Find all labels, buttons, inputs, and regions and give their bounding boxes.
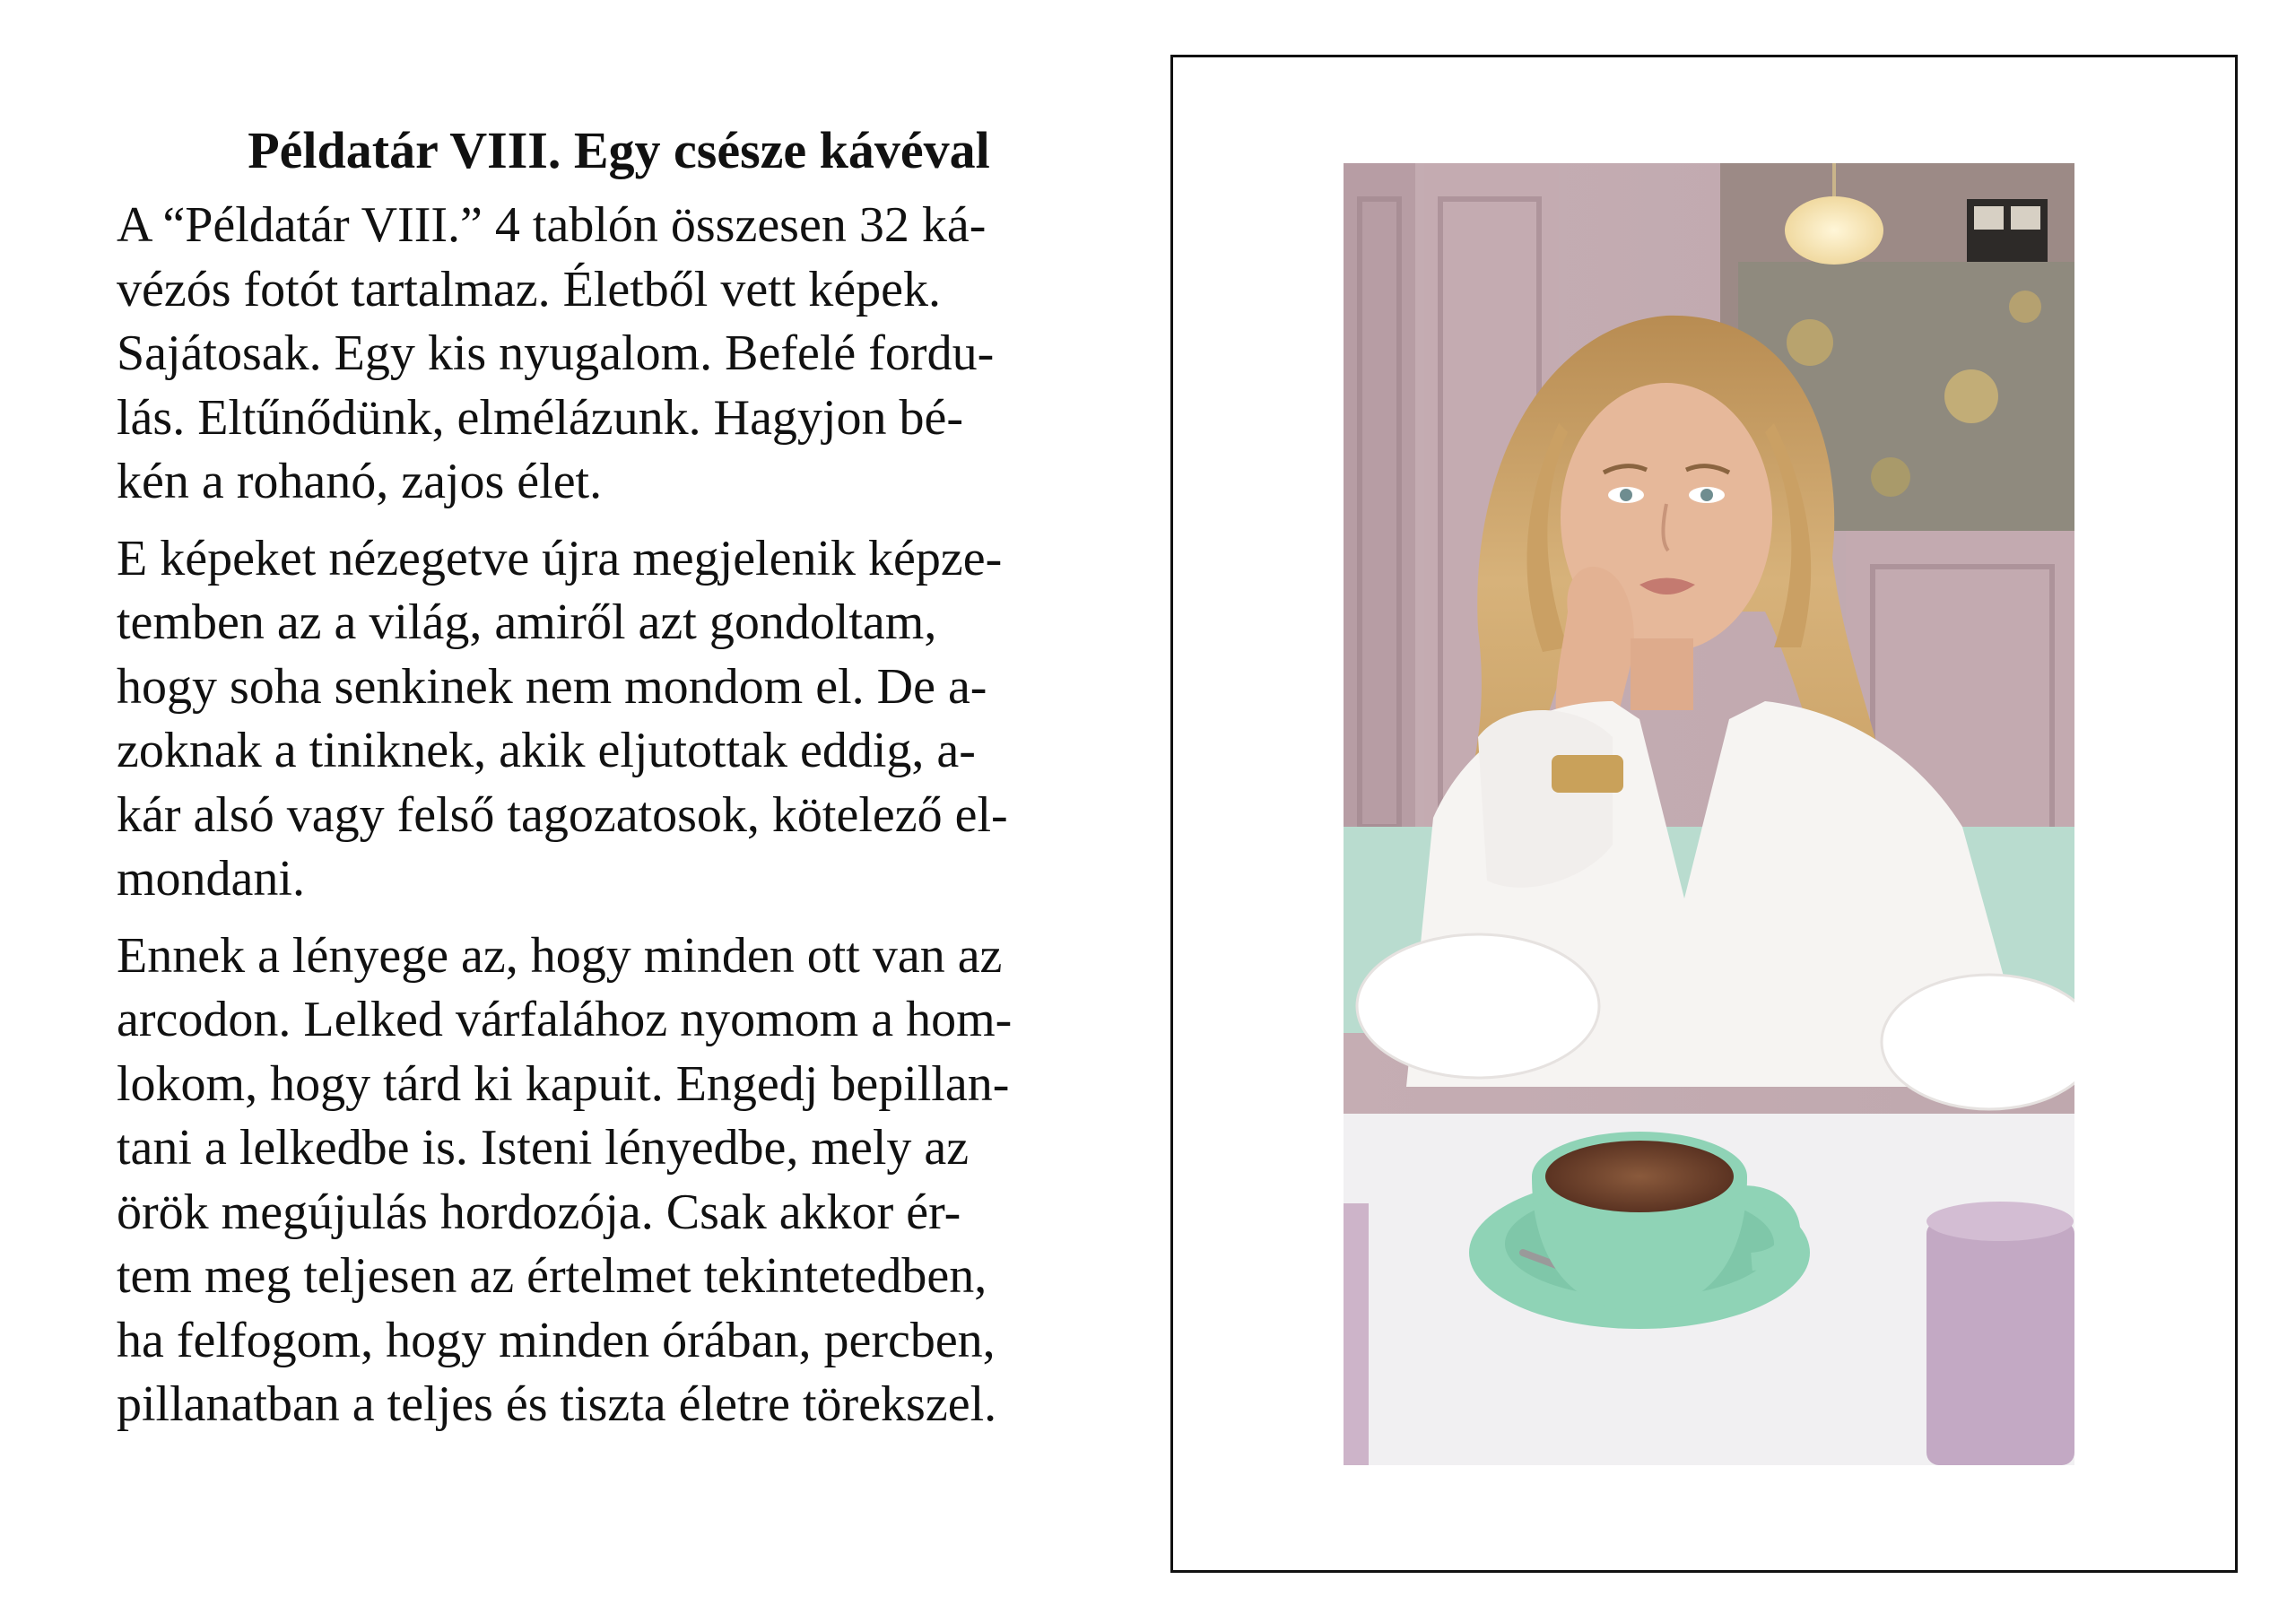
glass-left <box>1344 1203 1369 1465</box>
page-title: Példatár VIII. Egy csésze kávéval <box>248 121 990 179</box>
wallpaper-flower <box>1871 457 1910 497</box>
paragraph-line: lokom, hogy tárd ki kapuit. Engedj bepillan- <box>117 1055 1010 1112</box>
paragraph-line: tani a lelkedbe is. Isteni lényedbe, mely az <box>117 1120 970 1176</box>
glass <box>1926 1221 2074 1465</box>
wallpaper-flower <box>1787 319 1833 366</box>
paragraph-line: vézós fotót tartalmaz. Életből vett képek. <box>117 261 941 317</box>
photo-frame <box>1170 55 2238 1573</box>
paragraph-line: mondani. <box>117 851 305 907</box>
paragraph-line: E képeket nézegetve újra megjelenik képze- <box>117 530 1003 586</box>
glass-rim <box>1926 1202 2074 1241</box>
paragraph-1 <box>117 194 1121 515</box>
paragraph-line: zoknak a tiniknek, akik eljutottak eddig, a- <box>117 723 976 778</box>
lamp <box>1785 196 1883 265</box>
paragraph-line: Sajátosak. Egy kis nyugalom. Befelé fordu- <box>117 325 995 381</box>
paragraph-line: ha felfogom, hogy minden órában, percben, <box>117 1312 996 1368</box>
paragraph-line: tem meg teljesen az értelmet tekintetedben, <box>117 1248 987 1304</box>
iris <box>1620 489 1632 501</box>
sleeve <box>1478 710 1613 888</box>
wallpaper-flower <box>1944 369 1998 423</box>
paragraph-line: temben az a világ, amiről azt gondoltam, <box>117 595 937 650</box>
window-panes <box>2011 206 2040 230</box>
cafe-portrait-photo <box>1344 163 2074 1465</box>
coffee <box>1545 1141 1734 1212</box>
paragraph-line: pillanatban a teljes és tiszta életre törekszel. <box>117 1376 997 1432</box>
paragraph-line: A “Példatár VIII.” 4 tablón összesen 32 ká- <box>117 197 987 253</box>
feather-cuff <box>1882 975 2074 1109</box>
paragraph-line: hogy soha senkinek nem mondom el. De a- <box>117 658 987 715</box>
paragraph-line: kén a rohanó, zajos élet. <box>117 454 603 509</box>
window-panes <box>1974 206 2004 230</box>
text-column <box>117 115 1121 1450</box>
iris <box>1700 489 1713 501</box>
paragraph-2 <box>117 527 1121 912</box>
wall-panel <box>1344 163 1415 863</box>
wallpaper-flower <box>2009 291 2041 323</box>
paragraph-line: arcodon. Lelked várfalához nyomom a hom- <box>117 992 1013 1047</box>
paragraph-line: lás. Eltűnődünk, elmélázunk. Hagyjon bé- <box>117 389 963 446</box>
paragraph-line: Ennek a lényege az, hogy minden ott van az <box>117 927 1003 984</box>
neck <box>1631 638 1693 710</box>
paragraph-line: kár alsó vagy felső tagozatosok, kötelező el- <box>117 786 1008 843</box>
paragraph-3 <box>117 924 1121 1437</box>
feather-cuff <box>1357 934 1599 1078</box>
paragraph-line: örök megújulás hordozója. Csak akkor ér- <box>117 1184 961 1240</box>
watch <box>1552 755 1623 793</box>
